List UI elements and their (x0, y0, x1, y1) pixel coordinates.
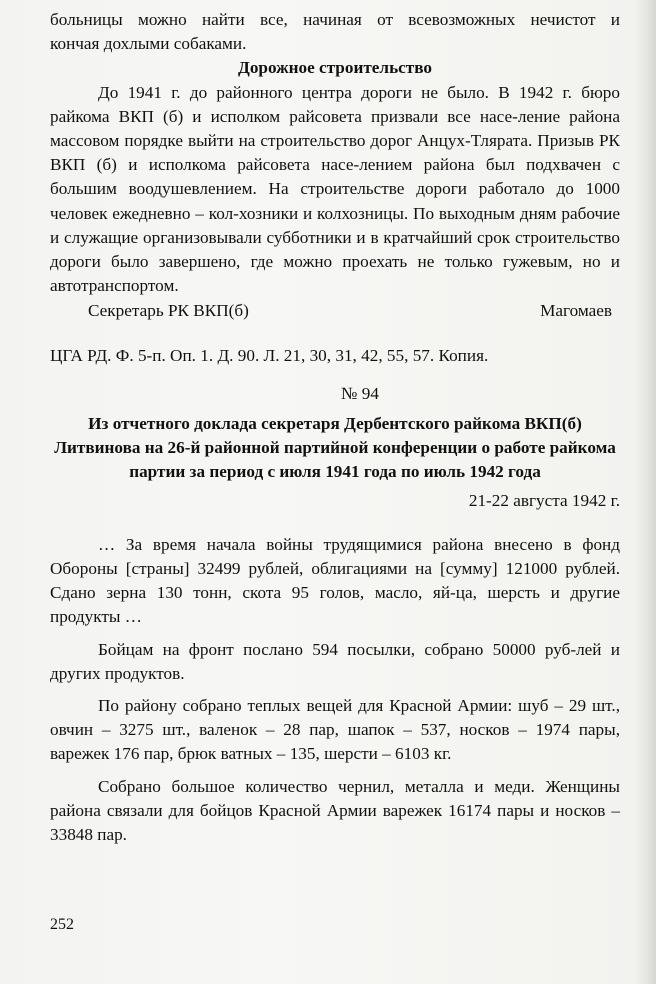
signature-role: Секретарь РК ВКП(б) (88, 301, 249, 321)
page-number: 252 (50, 916, 74, 933)
document-paragraph-4: Собрано большое количество чернил, металла и меди. Женщины района связали для бойцов Красной Армии варежек 16174 пары и носков – 33848 пар. (50, 776, 620, 845)
page-content (50, 8, 620, 847)
document-paragraph-3: По району собрано теплых вещей для Красной Армии: шуб – 29 шт., овчин – 3275 шт., валенок – 28 пар, шапок – 537, носков – 1974 пары, варежек 176 пар, брюк ватных – 135, шерсти – 6103 кг. (50, 696, 620, 764)
document-title: Из отчетного доклада секретаря Дербентского райкома ВКП(б) Литвинова на 26-й районной партийной конференции о работе райкома партии за период с июля 1941 года по июль 1942 года (54, 414, 616, 482)
document-paragraph-1: … За время начала войны трудящимися района внесено в фонд Обороны [страны] 32499 рублей, облигациями на [сумму] 121000 рублей. Сдано зерна 130 тонн, скота 95 голов, масло, яй-ца, шерсть и другие продукты … (50, 534, 620, 627)
signature-name: Магомаев (540, 301, 612, 321)
section-heading: Дорожное строительство (238, 58, 432, 78)
document-date: 21-22 августа 1942 г. (468, 490, 620, 510)
intro-line-1: больницы можно найти все, начиная от всевозможных нечистот и (50, 10, 620, 29)
intro-line-2: кончая дохлыми собаками. (50, 34, 247, 54)
page-edge-shadow (634, 0, 656, 984)
document-number: № 94 (341, 383, 379, 403)
signature-line (50, 299, 620, 323)
document-paragraph-2: Бойцам на фронт послано 594 посылки, собрано 50000 руб-лей и других продуктов. (50, 639, 620, 683)
archive-reference: ЦГА РД. Ф. 5-п. Оп. 1. Д. 90. Л. 21, 30, 31, 42, 55, 57. Копия. (50, 345, 489, 365)
section-paragraph: До 1941 г. до районного центра дороги не было. В 1942 г. бюро райкома ВКП (б) и исполком райсовета призвали все насе-ление района массовом порядке выйти на строительство дорог Анцух-Тлярата. Призыв РК ВКП (б) и исполкома райсовета насе-лением района был подхвачен с большим воодушевлением. На строительстве дороги работало до 1000 человек ежедневно – кол-хозники и колхозницы. По выходным дням рабочие и служащие организовывали субботники и в кратчайший срок строительство дороги было завершено, где можно проехать не только гужевым, но и автотранспортом. (50, 82, 620, 296)
